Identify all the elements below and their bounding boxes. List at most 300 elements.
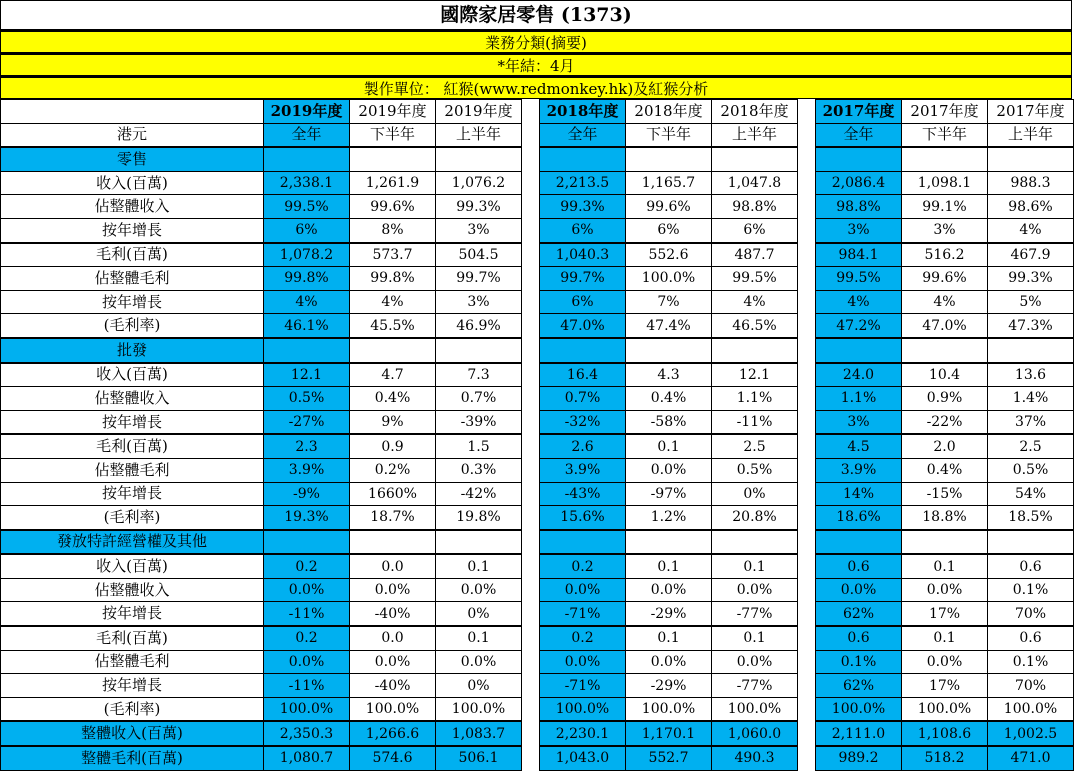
subtitle-category: 業務分類(摘要) [0, 30, 1072, 53]
column-gap [798, 387, 816, 411]
value-cell: 0.7% [540, 387, 626, 411]
value-cell: 0.4% [626, 387, 712, 411]
value-cell [264, 338, 350, 363]
year-header-row [1, 100, 1074, 124]
value-cell: -58% [626, 410, 712, 434]
table-row [1, 697, 1074, 721]
value-cell: 100.0% [988, 697, 1074, 721]
value-cell: 18.7% [350, 506, 436, 530]
value-cell: 0.0% [626, 578, 712, 602]
value-cell: 4% [902, 290, 988, 314]
value-cell: 0.0% [436, 578, 522, 602]
value-cell: 573.7 [350, 243, 436, 267]
column-gap [522, 721, 540, 746]
value-cell: 99.7% [540, 267, 626, 291]
year-header-cell: 2018年度 [626, 100, 712, 124]
value-cell: 4% [988, 218, 1074, 242]
header-blank [1, 100, 264, 124]
value-cell [264, 147, 350, 171]
value-cell: 2,111.0 [816, 721, 902, 746]
column-gap [522, 578, 540, 602]
value-cell: 4.5 [816, 434, 902, 458]
value-cell: 70% [988, 674, 1074, 698]
value-cell: 5% [988, 290, 1074, 314]
row-label: 按年增長 [1, 410, 264, 434]
value-cell: 47.4% [626, 314, 712, 338]
column-gap [522, 746, 540, 770]
year-header-cell: 2018年度 [712, 100, 798, 124]
column-gap [522, 410, 540, 434]
value-cell: 504.5 [436, 243, 522, 267]
value-cell: 1,080.7 [264, 746, 350, 770]
column-gap [798, 602, 816, 626]
value-cell: 2.0 [902, 434, 988, 458]
column-gap [798, 721, 816, 746]
value-cell: 17% [902, 674, 988, 698]
value-cell: 490.3 [712, 746, 798, 770]
value-cell: 0.1% [816, 650, 902, 674]
row-label: (毛利率) [1, 506, 264, 530]
value-cell: -29% [626, 602, 712, 626]
value-cell: 0.9 [350, 434, 436, 458]
value-cell: 99.3% [540, 195, 626, 219]
value-cell [816, 147, 902, 171]
row-label: 收入(百萬) [1, 363, 264, 387]
value-cell: 471.0 [988, 746, 1074, 770]
value-cell: 0.1 [712, 626, 798, 650]
column-gap [798, 434, 816, 458]
value-cell: 45.5% [350, 314, 436, 338]
column-gap [522, 363, 540, 387]
year-header-cell: 2018年度 [540, 100, 626, 124]
column-gap [798, 195, 816, 219]
value-cell: 62% [816, 674, 902, 698]
table-row [1, 195, 1074, 219]
value-cell: 1,108.6 [902, 721, 988, 746]
value-cell: -11% [264, 674, 350, 698]
table-row [1, 314, 1074, 338]
value-cell: 24.0 [816, 363, 902, 387]
value-cell: 1.2% [626, 506, 712, 530]
column-gap [798, 314, 816, 338]
column-gap [522, 338, 540, 363]
value-cell: 0.0% [626, 650, 712, 674]
value-cell: 6% [264, 218, 350, 242]
period-header-cell: 上半年 [712, 123, 798, 147]
column-gap [522, 506, 540, 530]
value-cell: 0% [436, 674, 522, 698]
value-cell: 99.7% [436, 267, 522, 291]
value-cell [350, 530, 436, 555]
column-gap [798, 290, 816, 314]
value-cell [436, 338, 522, 363]
row-label: 毛利(百萬) [1, 434, 264, 458]
value-cell: -22% [902, 410, 988, 434]
row-label: 按年增長 [1, 218, 264, 242]
row-label: 收入(百萬) [1, 554, 264, 578]
value-cell: 516.2 [902, 243, 988, 267]
column-gap [522, 243, 540, 267]
column-gap [522, 482, 540, 506]
total-row [1, 721, 1074, 746]
column-gap [798, 218, 816, 242]
value-cell: 0.0% [350, 578, 436, 602]
value-cell: -39% [436, 410, 522, 434]
section-label: 發放特許經營權及其他 [1, 530, 264, 555]
table-row [1, 626, 1074, 650]
section-label: 批發 [1, 338, 264, 363]
value-cell: 100.0% [626, 697, 712, 721]
value-cell: -97% [626, 482, 712, 506]
value-cell: 4% [350, 290, 436, 314]
row-label: 毛利(百萬) [1, 243, 264, 267]
column-gap [522, 458, 540, 482]
column-gap [798, 100, 816, 124]
value-cell: -11% [264, 602, 350, 626]
value-cell: 4.7 [350, 363, 436, 387]
value-cell: 1,040.3 [540, 243, 626, 267]
value-cell: 18.8% [902, 506, 988, 530]
value-cell: 1660% [350, 482, 436, 506]
value-cell: 3% [816, 410, 902, 434]
value-cell: 20.8% [712, 506, 798, 530]
value-cell: 2.3 [264, 434, 350, 458]
year-header-cell: 2017年度 [988, 100, 1074, 124]
value-cell: 0.9% [902, 387, 988, 411]
value-cell: 0.2 [264, 626, 350, 650]
period-header-cell: 下半年 [902, 123, 988, 147]
value-cell: 98.8% [712, 195, 798, 219]
value-cell: 9% [350, 410, 436, 434]
value-cell: 574.6 [350, 746, 436, 770]
value-cell: 3% [436, 290, 522, 314]
value-cell: 99.6% [902, 267, 988, 291]
value-cell [712, 530, 798, 555]
value-cell [988, 338, 1074, 363]
value-cell: 70% [988, 602, 1074, 626]
value-cell: 19.3% [264, 506, 350, 530]
value-cell: 18.6% [816, 506, 902, 530]
value-cell: -40% [350, 674, 436, 698]
row-label: 按年增長 [1, 482, 264, 506]
value-cell: -40% [350, 602, 436, 626]
value-cell: 47.3% [988, 314, 1074, 338]
value-cell: 99.1% [902, 195, 988, 219]
table-row [1, 458, 1074, 482]
value-cell: 0.0% [902, 650, 988, 674]
value-cell: 0.1 [626, 554, 712, 578]
value-cell: 99.5% [816, 267, 902, 291]
value-cell: 0.0% [712, 650, 798, 674]
year-header-cell: 2017年度 [816, 100, 902, 124]
table-row [1, 218, 1074, 242]
column-gap [798, 530, 816, 555]
value-cell: -43% [540, 482, 626, 506]
value-cell: 552.7 [626, 746, 712, 770]
value-cell: 16.4 [540, 363, 626, 387]
value-cell [436, 147, 522, 171]
column-gap [798, 746, 816, 770]
row-label: 收入(百萬) [1, 171, 264, 195]
column-gap [798, 123, 816, 147]
row-label: 佔整體毛利 [1, 458, 264, 482]
row-label: 佔整體毛利 [1, 267, 264, 291]
column-gap [798, 697, 816, 721]
value-cell [264, 530, 350, 555]
value-cell: 14% [816, 482, 902, 506]
value-cell: 3.9% [816, 458, 902, 482]
value-cell: 18.5% [988, 506, 1074, 530]
value-cell: 0.5% [264, 387, 350, 411]
value-cell: 0.1 [902, 626, 988, 650]
value-cell [540, 147, 626, 171]
value-cell: 0.0% [540, 578, 626, 602]
row-label: (毛利率) [1, 314, 264, 338]
value-cell: 7.3 [436, 363, 522, 387]
value-cell: 8% [350, 218, 436, 242]
row-label: 按年增長 [1, 290, 264, 314]
value-cell: 0.1 [902, 554, 988, 578]
value-cell: 2,230.1 [540, 721, 626, 746]
table-row [1, 410, 1074, 434]
value-cell: 1,043.0 [540, 746, 626, 770]
value-cell: 2,350.3 [264, 721, 350, 746]
value-cell: 2,086.4 [816, 171, 902, 195]
column-gap [522, 674, 540, 698]
column-gap [522, 387, 540, 411]
value-cell: 47.0% [902, 314, 988, 338]
period-header-cell: 下半年 [626, 123, 712, 147]
value-cell: 100.0% [626, 267, 712, 291]
value-cell: 1,078.2 [264, 243, 350, 267]
value-cell: 0.0% [712, 578, 798, 602]
value-cell [626, 147, 712, 171]
value-cell: 100.0% [816, 697, 902, 721]
value-cell: 0.2 [540, 626, 626, 650]
value-cell: 98.6% [988, 195, 1074, 219]
value-cell: 2.5 [988, 434, 1074, 458]
value-cell: 0.7% [436, 387, 522, 411]
value-cell: 1.4% [988, 387, 1074, 411]
table-row [1, 171, 1074, 195]
value-cell: 100.0% [712, 697, 798, 721]
value-cell: 1,060.0 [712, 721, 798, 746]
value-cell: 99.6% [626, 195, 712, 219]
table-row [1, 290, 1074, 314]
column-gap [522, 602, 540, 626]
column-gap [798, 363, 816, 387]
value-cell: 19.8% [436, 506, 522, 530]
table-row [1, 554, 1074, 578]
value-cell: 47.0% [540, 314, 626, 338]
value-cell: 0.2 [540, 554, 626, 578]
value-cell [626, 338, 712, 363]
column-gap [522, 554, 540, 578]
value-cell: 3% [436, 218, 522, 242]
value-cell: 13.6 [988, 363, 1074, 387]
value-cell: 2,213.5 [540, 171, 626, 195]
value-cell: 1,002.5 [988, 721, 1074, 746]
value-cell [816, 530, 902, 555]
column-gap [522, 267, 540, 291]
period-header-cell: 下半年 [350, 123, 436, 147]
value-cell: 1,165.7 [626, 171, 712, 195]
value-cell: 3% [816, 218, 902, 242]
value-cell: 6% [712, 218, 798, 242]
value-cell: 552.6 [626, 243, 712, 267]
value-cell: 6% [540, 218, 626, 242]
value-cell [816, 338, 902, 363]
column-gap [798, 650, 816, 674]
value-cell: 12.1 [264, 363, 350, 387]
period-header-cell: 全年 [816, 123, 902, 147]
year-header-cell: 2019年度 [264, 100, 350, 124]
value-cell: 98.8% [816, 195, 902, 219]
value-cell: 4% [816, 290, 902, 314]
value-cell: 54% [988, 482, 1074, 506]
value-cell: -77% [712, 602, 798, 626]
value-cell: -42% [436, 482, 522, 506]
value-cell: 0.2% [350, 458, 436, 482]
value-cell: 0.1% [988, 650, 1074, 674]
value-cell: 99.8% [264, 267, 350, 291]
value-cell: 2.5 [712, 434, 798, 458]
column-gap [522, 171, 540, 195]
value-cell: 518.2 [902, 746, 988, 770]
value-cell: -77% [712, 674, 798, 698]
year-header-cell: 2019年度 [436, 100, 522, 124]
subtitle-producer: 製作單位： 紅猴(www.redmonkey.hk)及紅猴分析 [0, 76, 1072, 99]
section-row [1, 338, 1074, 363]
column-gap [522, 100, 540, 124]
value-cell: -29% [626, 674, 712, 698]
value-cell: 1,076.2 [436, 171, 522, 195]
column-gap [798, 506, 816, 530]
row-label: 佔整體收入 [1, 387, 264, 411]
value-cell: 0.0% [540, 650, 626, 674]
value-cell: 0.1 [626, 434, 712, 458]
value-cell: 984.1 [816, 243, 902, 267]
value-cell: 46.5% [712, 314, 798, 338]
value-cell: 0.0% [264, 650, 350, 674]
value-cell: 0.1% [988, 578, 1074, 602]
column-gap [522, 290, 540, 314]
column-gap [798, 626, 816, 650]
value-cell: 0.6 [988, 554, 1074, 578]
value-cell: 1,047.8 [712, 171, 798, 195]
value-cell [902, 338, 988, 363]
row-label: 毛利(百萬) [1, 626, 264, 650]
value-cell: 989.2 [816, 746, 902, 770]
value-cell: 1,098.1 [902, 171, 988, 195]
value-cell [902, 147, 988, 171]
value-cell: 0.1 [436, 554, 522, 578]
column-gap [798, 458, 816, 482]
value-cell: 15.6% [540, 506, 626, 530]
value-cell: 3.9% [540, 458, 626, 482]
value-cell: 0.0% [626, 458, 712, 482]
column-gap [798, 482, 816, 506]
value-cell: 100.0% [540, 697, 626, 721]
value-cell: 1.5 [436, 434, 522, 458]
value-cell: 100.0% [436, 697, 522, 721]
value-cell: 1,083.7 [436, 721, 522, 746]
table-row [1, 267, 1074, 291]
value-cell [540, 530, 626, 555]
value-cell [902, 530, 988, 555]
value-cell: 0.1 [436, 626, 522, 650]
value-cell: 100.0% [350, 697, 436, 721]
value-cell: 6% [626, 218, 712, 242]
value-cell [350, 147, 436, 171]
value-cell: 3% [902, 218, 988, 242]
column-gap [798, 578, 816, 602]
value-cell [988, 147, 1074, 171]
value-cell: 0.1 [626, 626, 712, 650]
value-cell: 0.5% [988, 458, 1074, 482]
row-label: 按年增長 [1, 602, 264, 626]
value-cell: 99.3% [436, 195, 522, 219]
year-header-cell: 2017年度 [902, 100, 988, 124]
value-cell: 0.4% [902, 458, 988, 482]
period-header-cell: 全年 [540, 123, 626, 147]
row-label: 佔整體收入 [1, 195, 264, 219]
column-gap [522, 218, 540, 242]
value-cell [988, 530, 1074, 555]
period-header-cell: 上半年 [988, 123, 1074, 147]
value-cell: 100.0% [902, 697, 988, 721]
value-cell: 1,170.1 [626, 721, 712, 746]
value-cell: 0.0% [436, 650, 522, 674]
table-row [1, 674, 1074, 698]
value-cell: 6% [540, 290, 626, 314]
value-cell: -32% [540, 410, 626, 434]
value-cell: 0.3% [436, 458, 522, 482]
value-cell [540, 338, 626, 363]
value-cell: 506.1 [436, 746, 522, 770]
value-cell: 467.9 [988, 243, 1074, 267]
value-cell: 17% [902, 602, 988, 626]
value-cell: 1.1% [712, 387, 798, 411]
value-cell: 62% [816, 602, 902, 626]
value-cell: 0.6 [816, 554, 902, 578]
subtitle-year-end: *年結：4月 [0, 53, 1072, 76]
column-gap [522, 626, 540, 650]
value-cell: 0.0% [350, 650, 436, 674]
section-row [1, 147, 1074, 171]
currency-label: 港元 [1, 123, 264, 147]
value-cell: 0.2 [264, 554, 350, 578]
value-cell: 99.5% [264, 195, 350, 219]
value-cell: 12.1 [712, 363, 798, 387]
column-gap [522, 314, 540, 338]
value-cell: -9% [264, 482, 350, 506]
value-cell: 46.1% [264, 314, 350, 338]
column-gap [522, 147, 540, 171]
value-cell: 0.1 [712, 554, 798, 578]
value-cell: 0.0% [816, 578, 902, 602]
value-cell: 0.0% [264, 578, 350, 602]
table-row [1, 602, 1074, 626]
row-label: 整體收入(百萬) [1, 721, 264, 746]
column-gap [798, 338, 816, 363]
value-cell: -15% [902, 482, 988, 506]
value-cell: 0.0 [350, 554, 436, 578]
value-cell: 46.9% [436, 314, 522, 338]
value-cell: -11% [712, 410, 798, 434]
value-cell: 2.6 [540, 434, 626, 458]
value-cell: 99.3% [988, 267, 1074, 291]
